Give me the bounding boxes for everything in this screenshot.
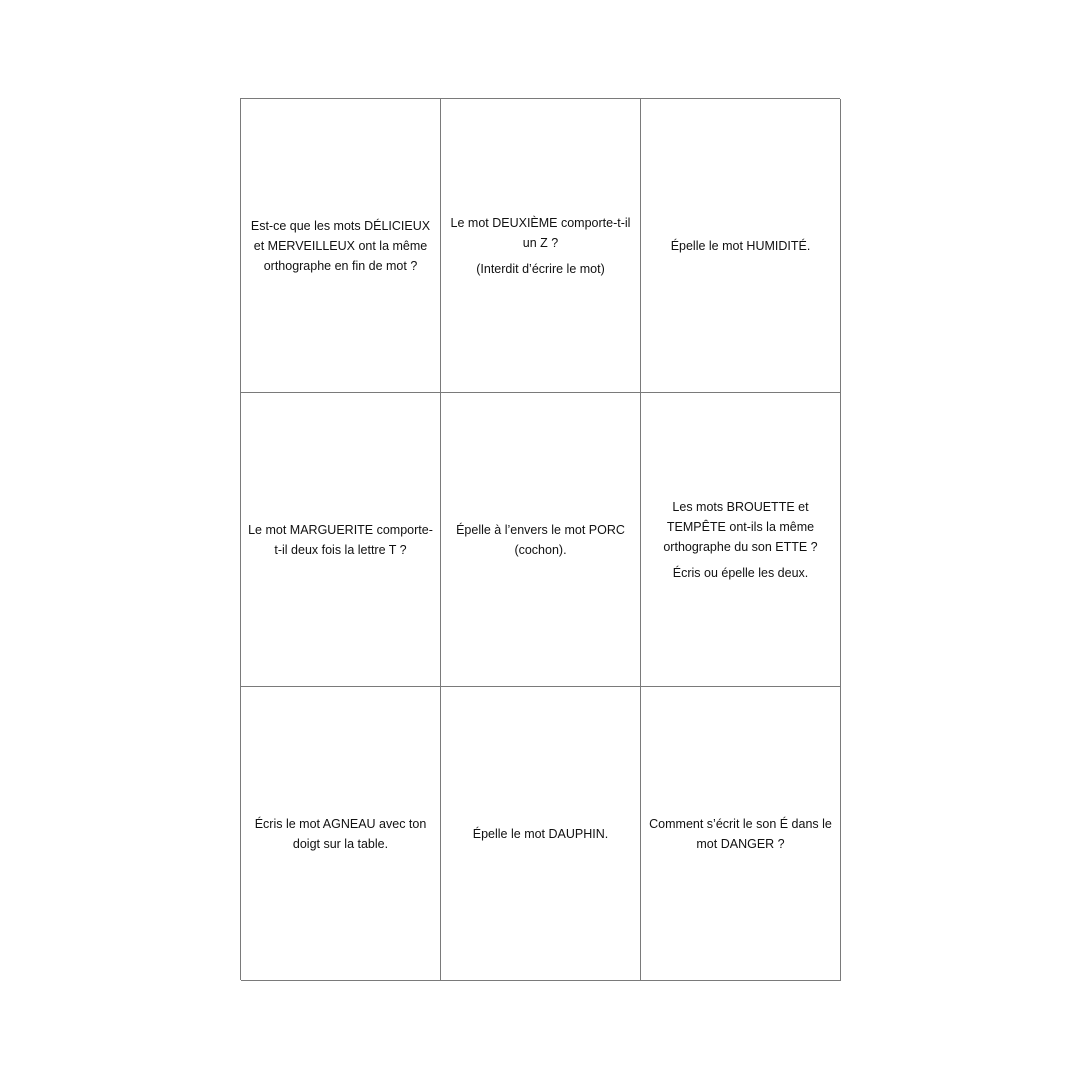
card-question-text: Le mot MARGUERITE comporte-t-il deux fois la lettre T ? — [248, 522, 433, 557]
question-card-5 — [441, 393, 641, 687]
card-question-text: Épelle à l’envers le mot PORC (cochon). — [456, 522, 625, 557]
card-instruction-text: Écris ou épelle les deux. — [672, 565, 809, 580]
card-question-text: Les mots BROUETTE et TEMPÊTE ont-ils la même orthographe du son ETTE ? — [663, 499, 818, 554]
card-question-text: Le mot DEUXIÈME comporte-t-il un Z ? — [450, 215, 631, 250]
question-card-3 — [641, 99, 841, 393]
card-question-text: Épelle le mot DAUPHIN. — [472, 826, 609, 841]
card-question-text: Comment s’écrit le son É dans le mot DANGER ? — [649, 816, 832, 851]
question-card-8 — [441, 687, 641, 981]
question-card-6 — [641, 393, 841, 687]
question-card-9 — [641, 687, 841, 981]
card-instruction-text: (Interdit d’écrire le mot) — [476, 261, 605, 276]
question-card-2 — [441, 99, 641, 393]
question-card-7 — [241, 687, 441, 981]
card-question-text: Écris le mot AGNEAU avec ton doigt sur la table. — [254, 816, 427, 851]
card-question-text: Est-ce que les mots DÉLICIEUX et MERVEILLEUX ont la même orthographe en fin de mot ? — [250, 218, 431, 273]
card-question-text: Épelle le mot HUMIDITÉ. — [670, 238, 811, 253]
question-card-4 — [241, 393, 441, 687]
question-card-grid — [240, 98, 840, 980]
question-card-1 — [241, 99, 441, 393]
